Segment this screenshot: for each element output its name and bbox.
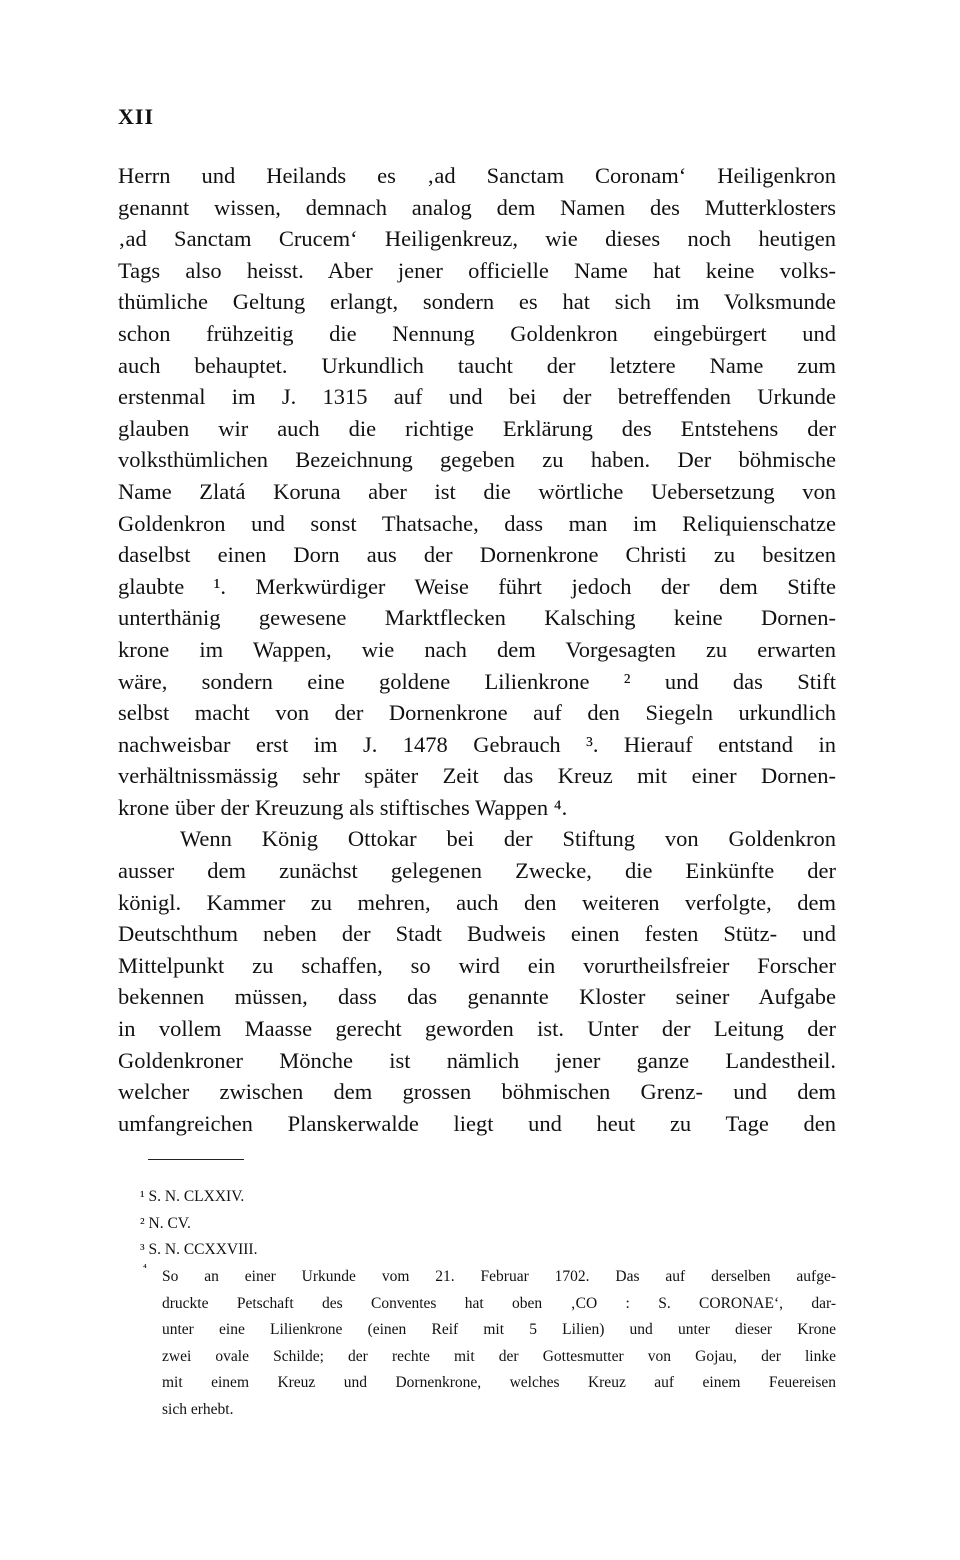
text-line-paragraph-start: Wenn König Ottokar bei der Stiftung von Goldenkron [180,826,836,852]
footnote-line: zwei ovale Schilde; der rechte mit der Gottesmutter von Gojau, der linke [162,1347,836,1365]
text-line: Herrn und Heilands es ‚ad Sanctam Coronam‘ Heiligenkron [118,163,836,188]
text-line: krone im Wappen, wie nach dem Vorgesagten zu erwarten [118,636,836,662]
text-line: Tags also heisst. Aber jener officielle Name hat keine volks- [118,257,836,283]
footnote-line: sich erhebt. [162,1400,234,1418]
text-line: welcher zwischen dem grossen böhmischen Grenz- und dem [118,1079,836,1105]
footnote-3: ³ S. N. CCXXVIII. [140,1241,258,1258]
text-line: selbst macht von der Dornenkrone auf den Siegeln urkundlich [118,700,836,726]
text-line: krone über der Kreuzung als stiftisches Wappen ⁴. [118,794,568,820]
text-line: thümliche Geltung erlangt, sondern es hat sich im Volksmunde [118,289,836,315]
text-line: glaubte ¹. Merkwürdiger Weise führt jedoch der dem Stifte [118,573,836,599]
text-line: Mittelpunkt zu schaffen, so wird ein vorurtheilsfreier Forscher [118,952,836,978]
text-line: bekennen müssen, dass das genannte Kloster seiner Aufgabe [118,984,836,1010]
footnote-4-mark: ⁴ [143,1262,147,1274]
text-line: Goldenkroner Mönche ist nämlich jener ganze Landestheil. [118,1047,836,1073]
page-number: XII [118,104,155,129]
text-line: Goldenkron und sonst Thatsache, dass man im Reliquienschatze [118,510,836,536]
text-line: unterthänig gewesene Marktflecken Kalsching keine Dornen- [118,605,836,631]
footnotes-short [140,1184,836,1264]
text-line: schon frühzeitig die Nennung Goldenkron eingebürgert und [118,320,836,346]
body-text [118,160,836,1139]
footnote-1: ¹ S. N. CLXXIV. [140,1188,245,1205]
text-line: volksthümlichen Bezeichnung gegeben zu haben. Der böhmische [118,447,836,473]
text-line: königl. Kammer zu mehren, auch den weiteren verfolgte, dem [118,889,836,915]
text-line: auch behauptet. Urkundlich taucht der letztere Name zum [118,352,836,378]
text-line: ausser dem zunächst gelegenen Zwecke, die Einkünfte der [118,858,836,884]
text-line: genannt wissen, demnach analog dem Namen des Mutterklosters [118,194,836,220]
text-line: verhältnissmässig sehr später Zeit das Kreuz mit einer Dornen- [118,763,836,789]
footnote-line: druckte Petschaft des Conventes hat oben ‚CO : S. CORONAE‘, dar- [162,1294,836,1312]
footnote-4 [162,1264,836,1423]
footnote-line: unter eine Lilienkrone (einen Reif mit 5 Lilien) und unter dieser Krone [162,1321,836,1338]
text-line: nachweisbar erst im J. 1478 Gebrauch ³. Hierauf entstand in [118,731,836,757]
text-line: daselbst einen Dorn aus der Dornenkrone Christi zu besitzen [118,542,836,568]
text-line: erstenmal im J. 1315 auf und bei der betreffenden Urkunde [118,384,836,410]
text-line: Name Zlatá Koruna aber ist die wörtliche Uebersetzung von [118,478,836,504]
text-line: in vollem Maasse gerecht geworden ist. Unter der Leitung der [118,1016,836,1042]
text-line: glauben wir auch die richtige Erklärung des Entstehens der [118,415,836,441]
text-line: Deutschthum neben der Stadt Budweis einen festen Stütz- und [118,921,836,947]
text-line: ‚ad Sanctam Crucem‘ Heiligenkreuz, wie dieses noch heutigen [118,226,836,252]
footnote-2: ² N. CV. [140,1214,191,1232]
footnote-divider [148,1159,244,1160]
text-line: umfangreichen Planskerwalde liegt und heut zu Tage den [118,1110,836,1136]
text-line: wäre, sondern eine goldene Lilienkrone ² und das Stift [118,668,836,694]
footnote-line: mit einem Kreuz und Dornenkrone, welches Kreuz auf einem Feuereisen [162,1374,836,1391]
footnote-line: So an einer Urkunde vom 21. Februar 1702. Das auf derselben aufge- [162,1268,836,1285]
